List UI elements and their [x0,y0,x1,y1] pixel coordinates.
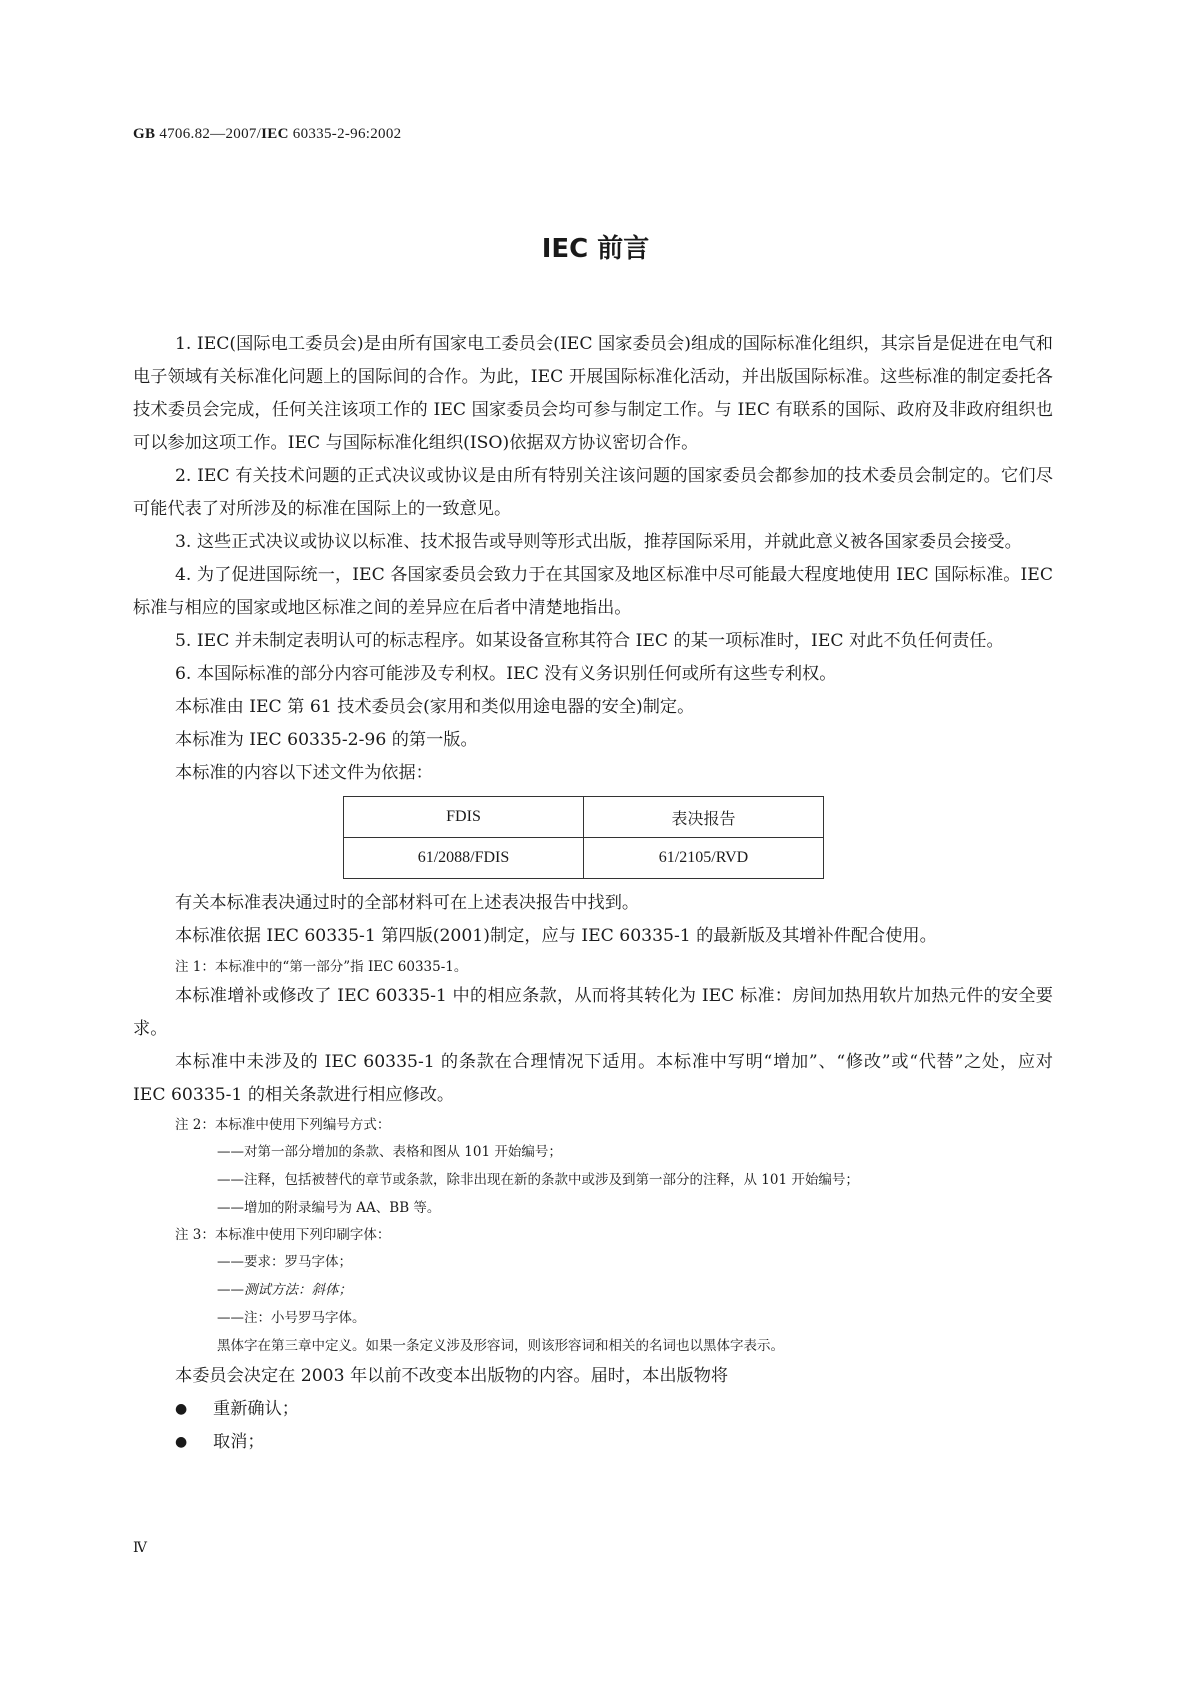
table-header-fdis: FDIS [344,797,584,838]
bullet-icon: ● [175,1434,188,1450]
paragraph-edition: 本标准为 IEC 60335-2-96 的第一版。 [175,730,478,750]
paragraph-committee-decision: 本委员会决定在 2003 年以前不改变本出版物的内容。届时，本出版物将 [175,1366,729,1386]
note-3-item-requirements: ——要求：罗马字体； [217,1254,352,1270]
list-item [133,1426,1053,1459]
header-number: 4706.82—2007/ [155,126,262,142]
table-header-voting-report: 表决报告 [584,797,824,838]
table-row [344,838,824,879]
paragraph-supplement: 本标准增补或修改了 IEC 60335-1 中的相应条款，从而将其转化为 IEC 标准：房间加热用软片加热元件的安全要求。 [133,986,1053,1039]
paragraph-voting-info: 有关本标准表决通过时的全部材料可在上述表决报告中找到。 [175,893,640,913]
page-title: IEC 前言 [541,234,650,264]
paragraph-committee-61: 本标准由 IEC 第 61 技术委员会(家用和类似用途电器的安全)制定。 [175,697,695,717]
note-2-item: ——对第一部分增加的条款、表格和图从 101 开始编号； [217,1144,562,1160]
note-3-dash: —— [217,1282,244,1298]
voting-documents-table [343,796,824,879]
paragraph-5: 5. IEC 并未制定表明认可的标志程序。如某设备宣称其符合 IEC 的某一项标准时，IEC 对此不负任何责任。 [175,631,1004,651]
note-3-bold-definition: 黑体字在第三章中定义。如果一条定义涉及形容词，则该形容词和相关的名词也以黑体字表示。 [217,1338,784,1354]
header-iec-number: 60335-2-96:2002 [288,126,402,142]
page-number: Ⅳ [133,1541,147,1556]
header-iec: IEC [261,126,289,142]
table-cell-fdis: 61/2088/FDIS [344,838,584,879]
header-gb: GB [133,126,156,142]
document-body [133,328,1053,1459]
note-3-title: 注 3：本标准中使用下列印刷字体： [175,1227,391,1243]
paragraph-not-covered: 本标准中未涉及的 IEC 60335-1 的条款在合理情况下适用。本标准中写明“增加”、“修改”或“代替”之处，应对 IEC 60335-1 的相关条款进行相应修改。 [133,1052,1053,1105]
note-3-item-test-methods [133,1276,1053,1304]
note-2-item: ——注释，包括被替代的章节或条款，除非出现在新的条款中或涉及到第一部分的注释，从 101 开始编号； [217,1172,859,1188]
list-item-text: 取消； [213,1432,265,1452]
note-3-item-notes: ——注：小号罗马字体。 [217,1310,366,1326]
table-header-row [344,797,824,838]
standard-header [133,126,401,143]
paragraph-4: 4. 为了促进国际统一，IEC 各国家委员会致力于在其国家及地区标准中尽可能最大程度地使用 IEC 国际标准。IEC 标准与相应的国家或地区标准之间的差异应在后者中清楚地指出。 [133,565,1053,618]
paragraph-2: 2. IEC 有关技术问题的正式决议或协议是由所有特别关注该问题的国家委员会都参加的技术委员会制定的。它们尽可能代表了对所涉及的标准在国际上的一致意见。 [133,466,1053,519]
note-3-italic-text: 测试方法：斜体； [244,1282,352,1298]
note-2-item: ——增加的附录编号为 AA、BB 等。 [217,1200,441,1216]
note-2-title: 注 2：本标准中使用下列编号方式： [175,1117,391,1133]
paragraph-6: 6. 本国际标准的部分内容可能涉及专利权。IEC 没有义务识别任何或所有这些专利权。 [175,664,837,684]
list-item [133,1393,1053,1426]
list-item-text: 重新确认； [213,1399,299,1419]
table-cell-rvd: 61/2105/RVD [584,838,824,879]
paragraph-based-on: 本标准依据 IEC 60335-1 第四版(2001)制定，应与 IEC 60335-1 的最新版及其增补件配合使用。 [175,926,937,946]
paragraph-basis: 本标准的内容以下述文件为依据： [175,763,433,783]
paragraph-3: 3. 这些正式决议或协议以标准、技术报告或导则等形式出版，推荐国际采用，并就此意义被各国家委员会接受。 [175,532,1022,552]
note-1: 注 1：本标准中的“第一部分”指 IEC 60335-1。 [175,959,468,975]
paragraph-1: 1. IEC(国际电工委员会)是由所有国家电工委员会(IEC 国家委员会)组成的国际标准化组织，其宗旨是促进在电气和电子领域有关标准化问题上的国际间的合作。为此，IEC 开展国际标准化活动，并出版国际标准。这些标准的制定委托各技术委员会完成，任何关注该项工作的 IEC 国家委员会均可参与制定工作。与 IEC 有联系的国际、政府及非政府组织也可以参加这项工作。IEC 与国际标准化组织(ISO)依据双方协议密切合作。 [133,334,1053,453]
bullet-icon: ● [175,1401,188,1417]
